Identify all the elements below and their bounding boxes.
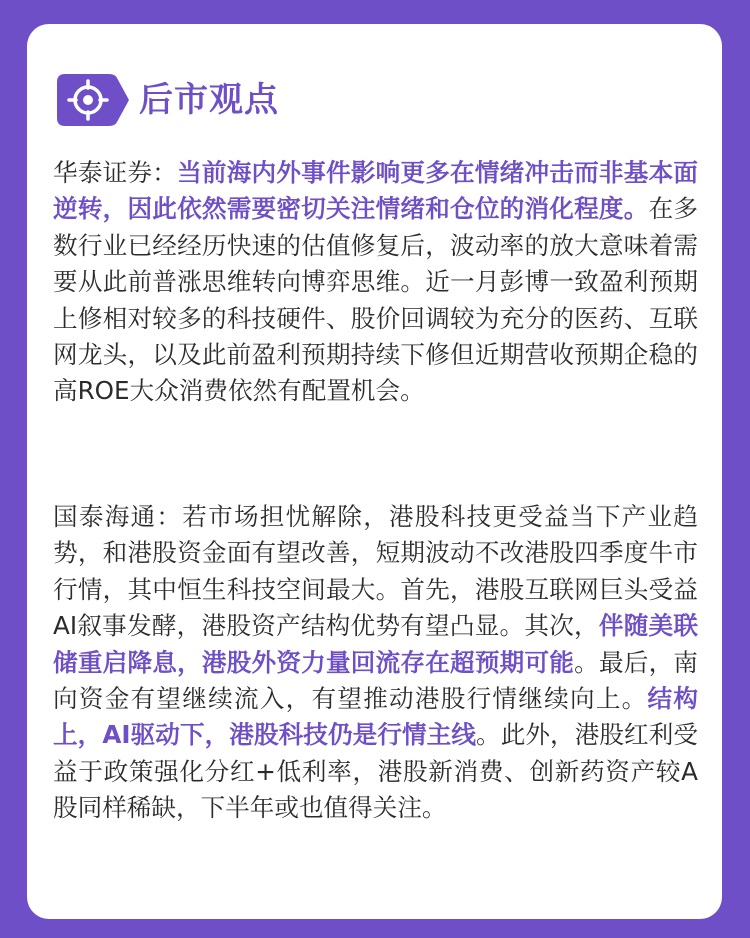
body-text: 。此外，港股红利受益于政策强化分红+低利率，港股新消费、创新药资产较A股同样稀缺，下半年或也值得关注。 (53, 720, 698, 823)
target-icon (57, 74, 129, 126)
content-card (27, 24, 722, 919)
highlight-text: 伴随美联储重启降息，港股外资力量回流存在超预期可能 (53, 611, 698, 677)
source-label: 华泰证券： (53, 158, 178, 187)
body-text: 若市场担忧解除，港股科技更受益当下产业趋势，和港股资金面有望改善，短期波动不改港股四季度牛市行情，其中恒生科技空间最大。首先，港股互联网巨头受益AI叙事发酵，港股资产结构优势有望凸显。其次， (53, 502, 698, 641)
highlight-text: 结构上，AI驱动下，港股科技仍是行情主线 (53, 684, 698, 750)
body-text: 。最后，南向资金有望继续流入，有望推动港股行情继续向上。 (53, 647, 698, 714)
paragraph-huatai (53, 155, 698, 410)
body-text: 在多数行业已经经历快速的估值修复后，波动率的放大意味着需要从此前普涨思维转向博弈思维。近一月彭博一致盈利预期上修相对较多的科技硬件、股价回调较为充分的医药、互联网龙头，以及此前盈利预期持续下修但近期营收预期企稳的高ROE大众消费依然有配置机会。 (53, 194, 698, 406)
paragraph-guotai-haitong (53, 499, 698, 827)
section-header (57, 74, 457, 126)
section-title: 后市观点 (139, 80, 279, 120)
highlight-text: 当前海内外事件影响更多在情绪冲击而非基本面逆转，因此依然需要密切关注情绪和仓位的消化程度。 (53, 158, 698, 224)
source-label: 国泰海通： (53, 502, 183, 531)
